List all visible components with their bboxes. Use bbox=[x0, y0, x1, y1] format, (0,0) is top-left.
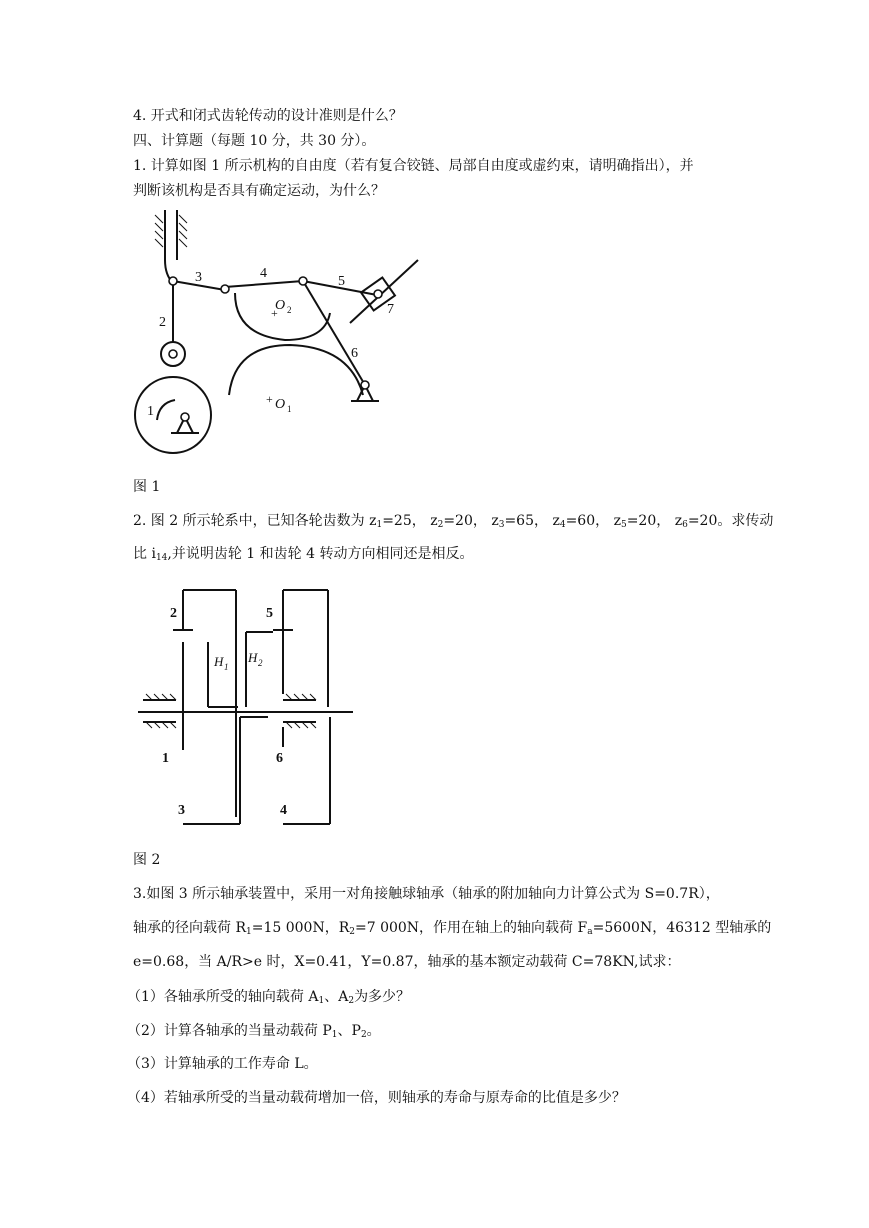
fig1-label-2: 2 bbox=[159, 315, 166, 330]
fig2-label-h1: H bbox=[214, 654, 224, 669]
problem-3-line-3: e=0.68，当 A/R>e 时，X=0.41，Y=0.87，轴承的基本额定动载荷 C=78KN,试求： bbox=[133, 954, 681, 970]
problem-2-line-1: 2. 图 2 所示轮系中，已知各轮齿数为 $z_1=25$， $z_2=20$， $z_3=65$， $z_4=60$， $z_5=20$， $z_6=20$。求传动 bbox=[133, 513, 774, 530]
fig1-label-6: 6 bbox=[351, 346, 358, 361]
fig1-label-5: 5 bbox=[338, 274, 345, 289]
fig1-label-7: 7 bbox=[387, 302, 394, 317]
fig1-label-o2: O bbox=[275, 298, 286, 313]
fig2-label-4: 4 bbox=[280, 803, 287, 818]
problem-1-line-2: 判断该机构是否具有确定运动，为什么？ bbox=[133, 183, 385, 199]
fig1-label-3: 3 bbox=[195, 270, 202, 285]
fig2-label-3: 3 bbox=[178, 803, 185, 818]
figure-1-mechanism bbox=[125, 205, 435, 470]
figure-1-caption: 图 1 bbox=[133, 479, 161, 495]
section-4-heading: 四、计算题（每题 10 分，共 30 分）。 bbox=[133, 133, 376, 149]
fig2-label-5: 5 bbox=[266, 606, 273, 621]
figure-2-gear-train bbox=[138, 582, 358, 834]
problem-3-question-4: （4）若轴承所受的当量动载荷增加一倍，则轴承的寿命与原寿命的比值是多少？ bbox=[127, 1090, 626, 1106]
problem-2-line-2: 比 $i_{14}$,并说明齿轮 1 和齿轮 4 转动方向相同还是相反。 bbox=[133, 546, 474, 563]
fig2-label-h1-sub: 1 bbox=[224, 662, 229, 672]
fig1-label-o2-sub: 2 bbox=[287, 305, 292, 315]
fig2-label-1: 1 bbox=[162, 751, 169, 766]
problem-1-line-1: 1. 计算如图 1 所示机构的自由度（若有复合铰链、局部自由度或虚约束，请明确指出），并 bbox=[133, 158, 694, 174]
fig1-label-o1: O bbox=[275, 397, 286, 412]
svg-text:+: + bbox=[266, 392, 273, 406]
fig2-label-h2-sub: 2 bbox=[258, 658, 263, 668]
fig1-label-4: 4 bbox=[260, 266, 267, 281]
fig1-label-o1-sub: 1 bbox=[287, 404, 292, 414]
fig2-label-2: 2 bbox=[170, 606, 177, 621]
problem-3-question-3: （3）计算轴承的工作寿命 L。 bbox=[127, 1056, 318, 1072]
svg-text:+: + bbox=[271, 306, 278, 320]
question-4: 4. 开式和闭式齿轮传动的设计准则是什么？ bbox=[133, 108, 403, 124]
fig2-label-6: 6 bbox=[276, 751, 283, 766]
problem-3-question-2: （2）计算各轴承的当量动载荷 $P_1$、$P_2$。 bbox=[127, 1023, 381, 1040]
fig2-label-h2: H bbox=[248, 650, 258, 665]
problem-3-question-1: （1）各轴承所受的轴向载荷 $A_1$、$A_2$为多少？ bbox=[127, 989, 411, 1006]
figure-2-caption: 图 2 bbox=[133, 852, 161, 868]
problem-3-line-1: 3.如图 3 所示轴承装置中，采用一对角接触球轴承（轴承的附加轴向力计算公式为 S=0.7R）， bbox=[133, 886, 720, 902]
fig1-label-1: 1 bbox=[147, 404, 154, 419]
problem-3-line-2: 轴承的径向载荷 $R_1=15$ 000N，$R_2=7$ 000N，作用在轴上的轴向载荷 $F_a=5600N$，46312 型轴承的 bbox=[133, 920, 772, 937]
